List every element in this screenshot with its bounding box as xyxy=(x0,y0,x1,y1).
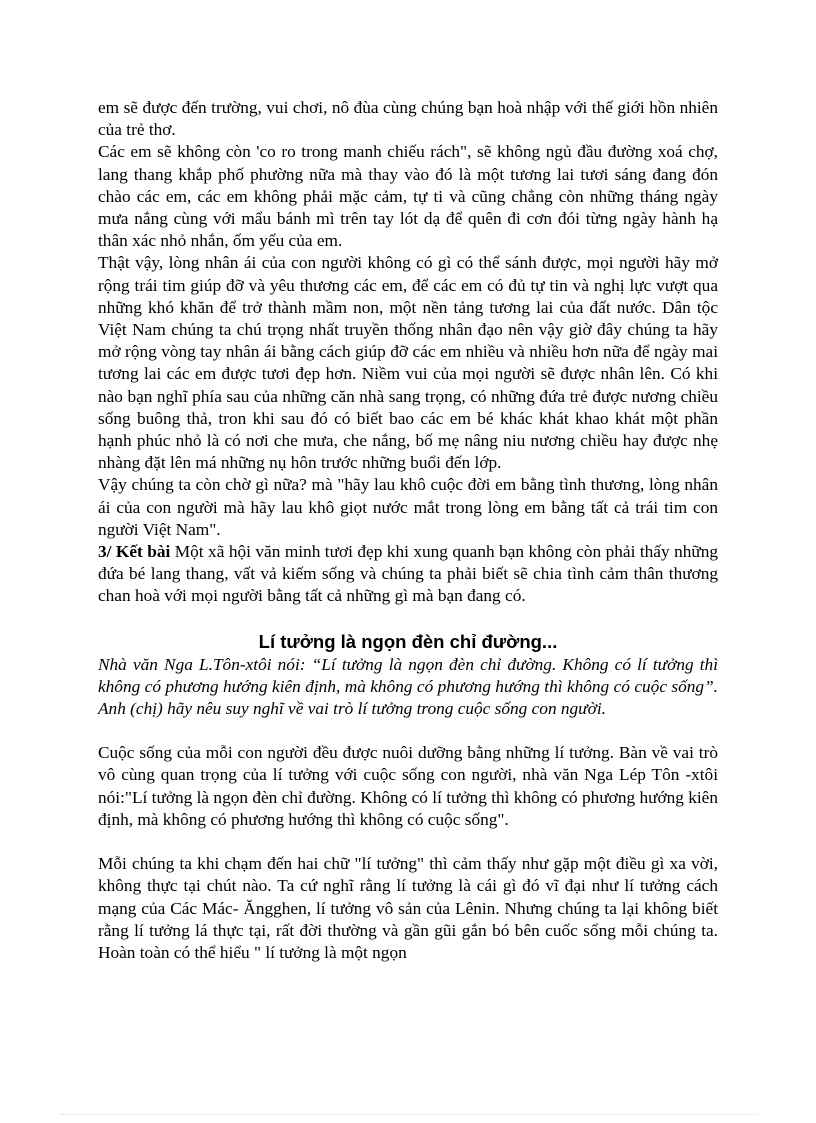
essay-prompt: Nhà văn Nga L.Tôn-xtôi nói: “Lí tưởng là ngọn đèn chỉ đường. Không có lí tưởng thì không có phương hướng kiên định, mà không có phương hướng thì không có cuộc sống”. Anh (chị) hãy nêu suy nghĩ về vai trò lí tưởng trong cuộc sống con người. xyxy=(98,654,718,719)
paragraph-children-future: Các em sẽ không còn 'co ro trong manh chiếu rách", sẽ không ngủ đầu đường xoá chợ, lang thang khắp phố phường nữa mà thay vào đó là một tương lai tươi sáng đang đón chào các em, các em không phải mặc cảm, tự ti và cũng chẳng còn những tháng ngày mưa nắng cùng với mẩu bánh mì trên tay lót dạ để quên đi cơn đói từng ngày hành hạ thân xác nhỏ nhắn, ốm yếu của em. xyxy=(98,142,718,251)
paragraph-compassion: Thật vậy, lòng nhân ái của con người không có gì có thể sánh được, mọi người hãy mở rộng trái tim giúp đỡ và yêu thương các em, để các em có đủ tự tin và nghị lực vượt qua những khó khăn để trở thành mầm non, một nền tảng tương lai của đất nước. Dân tộc Việt Nam chúng ta chú trọng nhất truyền thống nhân đạo nên vậy giờ đây chúng ta hãy mở rộng vòng tay nhân ái bằng cách giúp đỡ các em nhiều và nhiều hơn nữa để ngày mai tương lai các em được tươi đẹp hơn. Niềm vui của mọi người sẽ được nhân lên. Có khi nào bạn nghĩ phía sau của những căn nhà sang trọng, có những đứa trẻ được nương chiều sống buông thả, tron khi sau đó có biết bao các em bé khác khát khao khát một phần hạnh phúc nhỏ là có nơi che mưa, che nắng, bố mẹ nâng niu nương chiều hay được nhẹ nhàng đặt lên má những nụ hôn trước những buổi đến lớp. xyxy=(98,253,718,473)
paragraph-introduction: Cuộc sống của mỗi con người đều được nuôi dưỡng bằng những lí tưởng. Bàn về vai trò vô cùng quan trọng của lí tưởng với cuộc sống con người, nhà văn Nga Lép Tôn -xtôi nói:"Lí tưởng là ngọn đèn chỉ đường. Không có lí tưởng thì không có phương hướng kiên định, mà không có phương hướng thì không có cuộc sống". xyxy=(98,743,718,829)
essay-title: Lí tưởng là ngọn đèn chỉ đường... xyxy=(258,630,558,652)
document-page xyxy=(98,97,718,964)
page-footer-divider xyxy=(60,1114,756,1115)
conclusion-text: Một xã hội văn minh tươi đẹp khi xung quanh bạn không còn phải thấy những đứa bé lang thang, vất vả kiếm sống và chúng ta phải biết sẽ chia tình cảm thân thương chan hoà với mọi người bằng tất cả những gì mà bạn đang có. xyxy=(98,542,718,606)
paragraph-conclusion xyxy=(98,541,718,608)
paragraph-ideal-meaning: Mỗi chúng ta khi chạm đến hai chữ "lí tưởng" thì cảm thấy như gặp một điều gì xa vời, không thực tại chút nào. Ta cứ nghĩ rằng lí tưởng là cái gì đó vĩ đại như lí tưởng cách mạng của Các Mác- Ăngghen, lí tưởng vô sản của Lênin. Nhưng chúng ta lại không biết rằng lí tưởng lá thực tại, rất đời thường và gần gũi gắn bó bên cuốc sống mỗi chúng ta. Hoàn toàn có thể hiểu " lí tưởng là một ngọn xyxy=(98,854,718,962)
paragraph-continuation: em sẽ được đến trường, vui chơi, nô đùa cùng chúng bạn hoà nhập với thế giới hồn nhiên của trẻ thơ. xyxy=(98,98,718,140)
conclusion-label: 3/ Kết bài xyxy=(98,542,171,562)
paragraph-call-to-action: Vậy chúng ta còn chờ gì nữa? mà "hãy lau khô cuộc đời em bằng tình thương, lòng nhân ái của con người mà hãy lau khô giọt nước mắt trong lòng em bằng tất cả trái tim con người Việt Nam". xyxy=(98,475,718,539)
